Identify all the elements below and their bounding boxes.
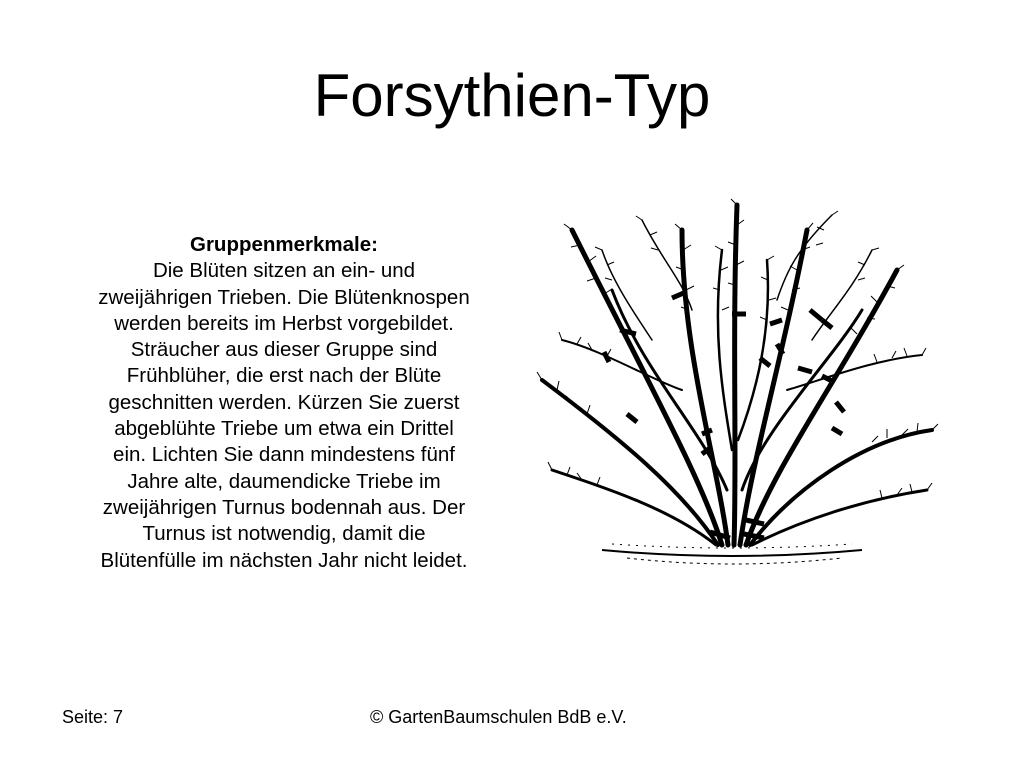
- description-line: Turnus ist notwendig, damit die: [142, 522, 426, 546]
- description-line: Sträucher aus dieser Gruppe sind: [130, 338, 438, 362]
- description-heading: Gruppenmerkmale:: [190, 233, 378, 256]
- description-line: zweijährigen Turnus bodennah aus. Der: [102, 495, 466, 519]
- forsythia-shrub-illustration: [532, 190, 942, 590]
- footer-page-number: Seite: 7: [62, 707, 124, 727]
- description-line: ein. Lichten Sie dann mindestens fünf: [113, 443, 455, 467]
- ground-line: [627, 558, 842, 564]
- description-text-block: [40, 232, 528, 574]
- description-line: abgeblühte Triebe um etwa ein Drittel: [114, 417, 454, 441]
- description-line: zweijährigen Trieben. Die Blütenknospen: [98, 285, 470, 309]
- description-line: Blütenfülle im nächsten Jahr nicht leidet.: [100, 548, 468, 572]
- ground-line: [602, 550, 862, 556]
- description-line: Frühblüher, die erst nach der Blüte: [126, 364, 442, 388]
- slide-title: Forsythien-Typ: [313, 62, 711, 129]
- description-line: werden bereits im Herbst vorgebildet.: [114, 311, 454, 335]
- footer-copyright: © GartenBaumschulen BdB e.V.: [370, 707, 627, 727]
- description-line: geschnitten werden. Kürzen Sie zuerst: [108, 390, 460, 414]
- description-line: Jahre alte, daumendicke Triebe im: [127, 469, 441, 493]
- description-line: Die Blüten sitzen an ein- und: [152, 259, 416, 283]
- shrub-branches: [542, 205, 932, 545]
